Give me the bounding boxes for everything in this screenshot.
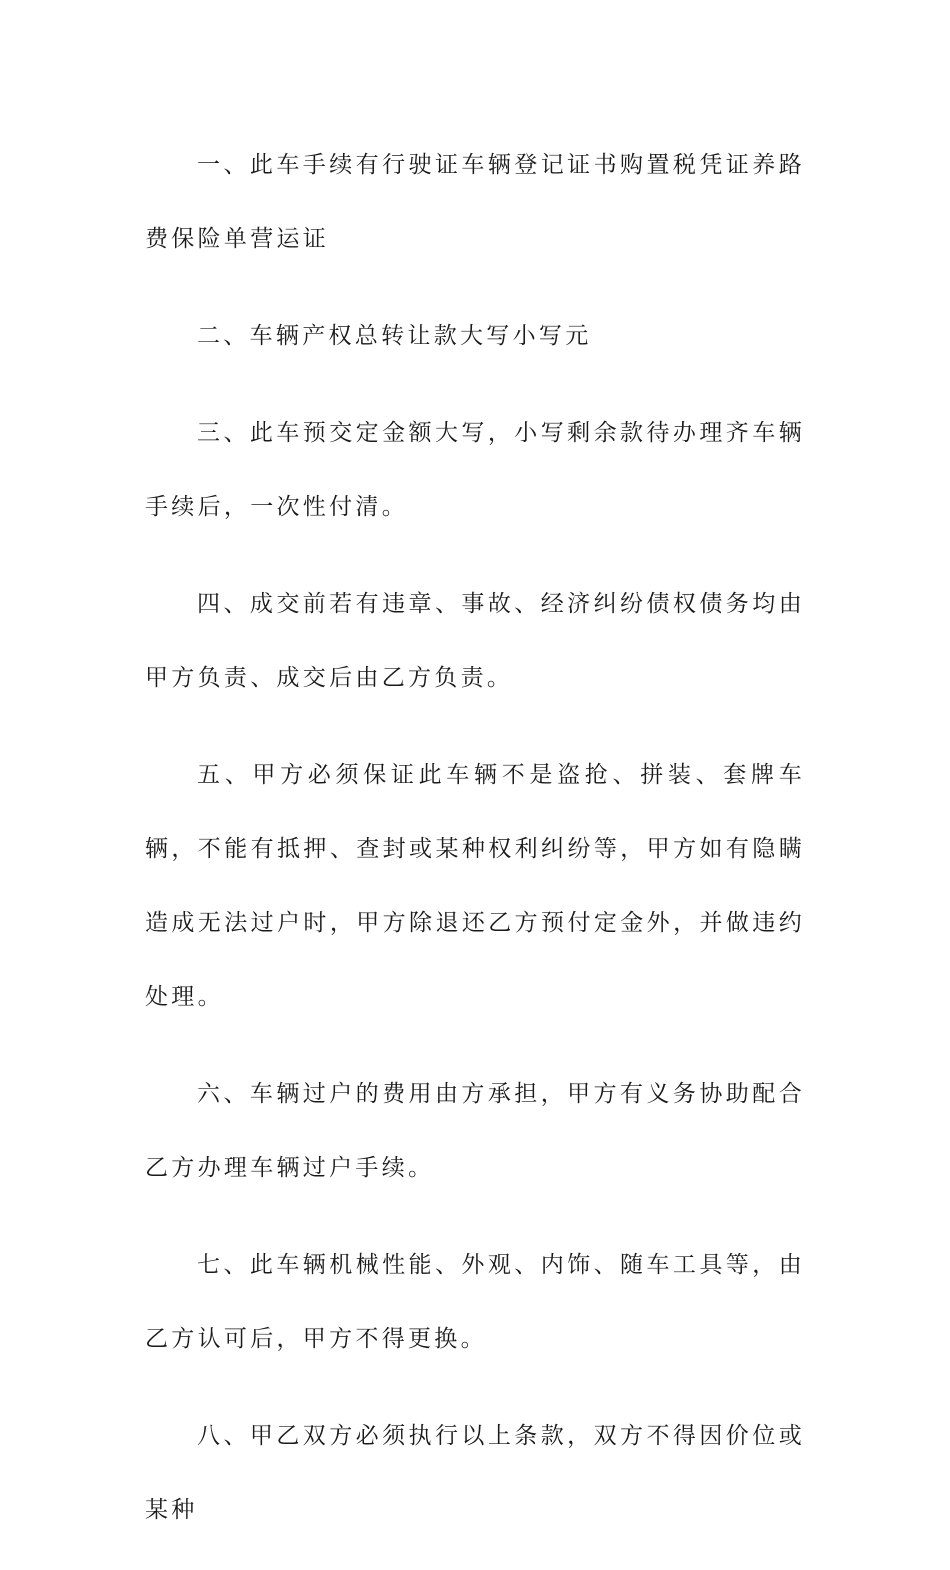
clause-3: 三、此车预交定金额大写，小写剩余款待办理齐车辆手续后，一次性付清。 — [145, 420, 805, 520]
clause-6: 六、车辆过户的费用由方承担，甲方有义务协助配合乙方办理车辆过户手续。 — [145, 1081, 805, 1181]
clause-1: 一、此车手续有行驶证车辆登记证书购置税凭证养路费保险单营运证 — [145, 152, 805, 252]
clause-5: 五、甲方必须保证此车辆不是盗抢、拼装、套牌车辆，不能有抵押、查封或某种权利纠纷等，甲方如有隐瞒造成无法过户时，甲方除退还乙方预付定金外，并做违约处理。 — [145, 762, 805, 1010]
clause-8: 八、甲乙双方必须执行以上条款，双方不得因价位或某种 — [145, 1423, 805, 1523]
clause-4: 四、成交前若有违章、事故、经济纠纷债权债务均由甲方负责、成交后由乙方负责。 — [145, 591, 805, 691]
document-body — [145, 128, 805, 1570]
clause-7: 七、此车辆机械性能、外观、内饰、随车工具等，由乙方认可后，甲方不得更换。 — [145, 1252, 805, 1352]
clause-2: 二、车辆产权总转让款大写小写元 — [197, 323, 592, 349]
